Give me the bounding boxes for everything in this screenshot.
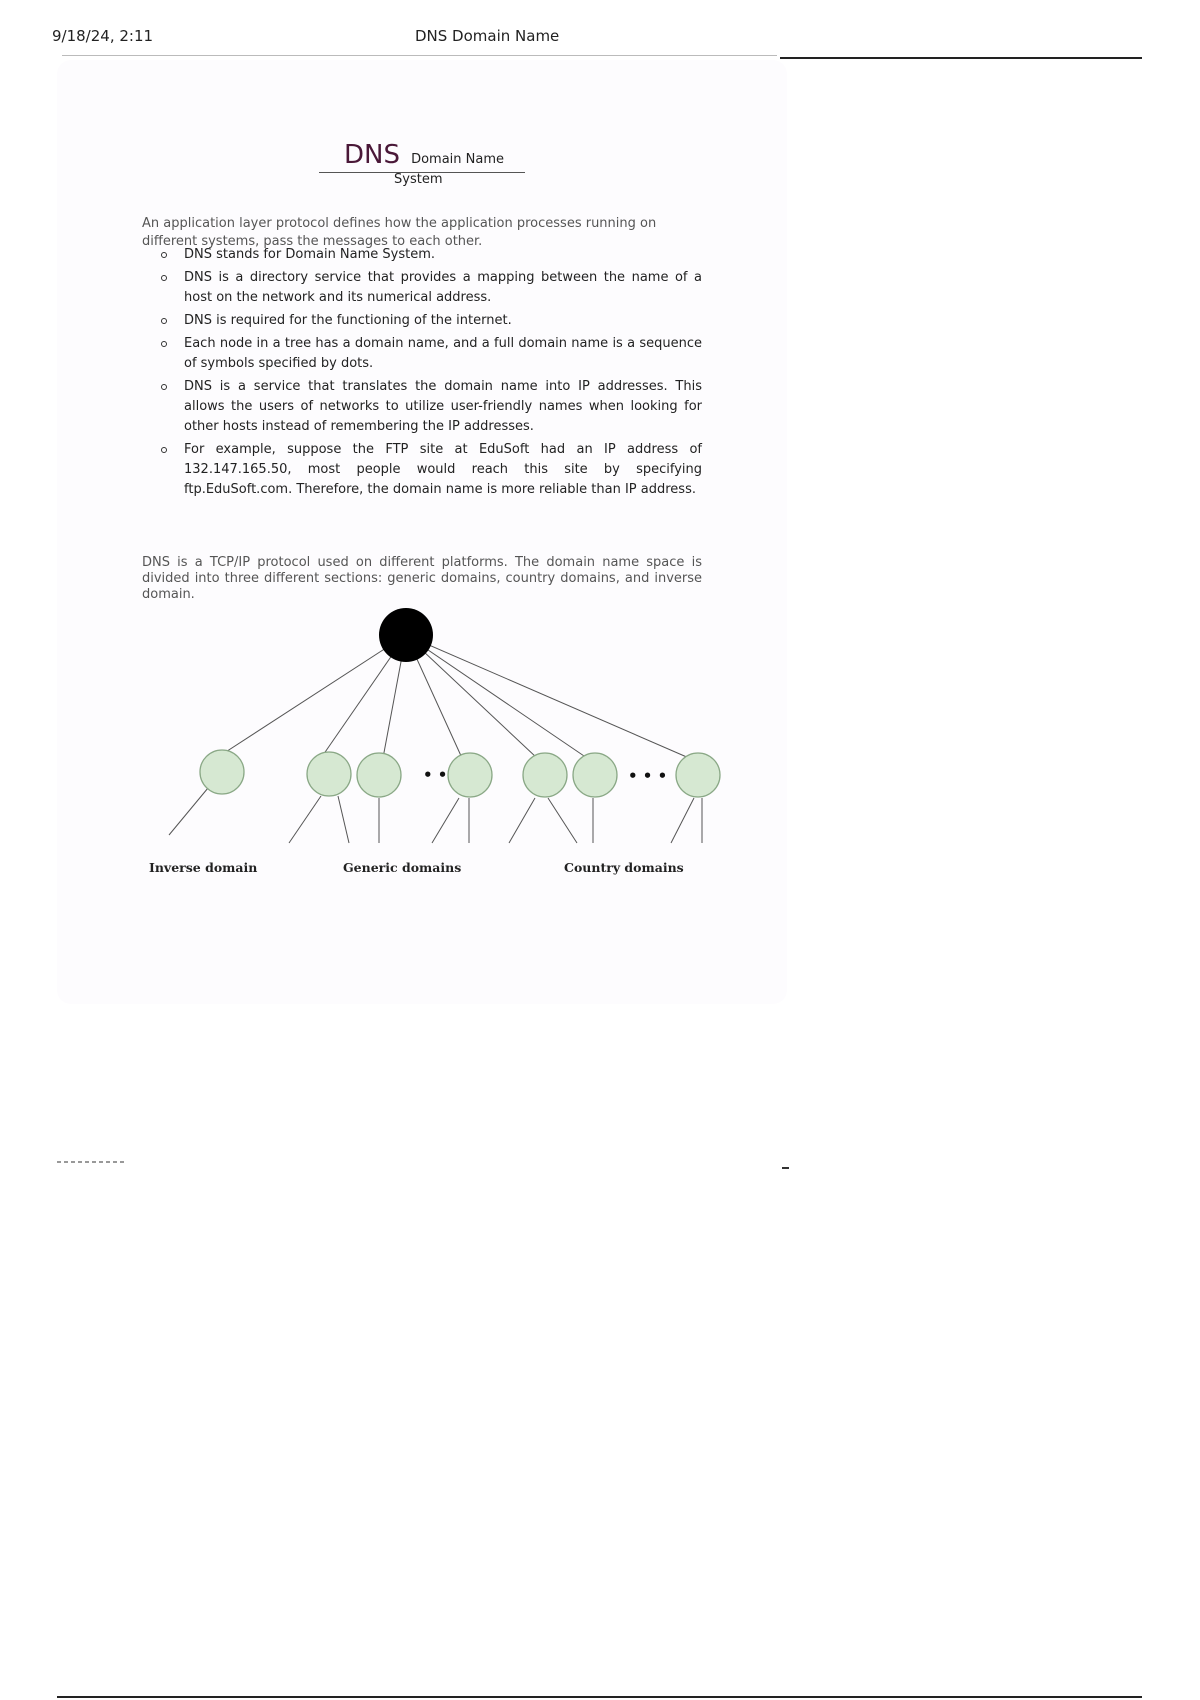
document-title-subtitle: Domain Name <box>411 152 504 167</box>
header-divider-light <box>62 55 777 56</box>
page-card <box>57 60 787 1004</box>
tree-edge <box>406 635 587 758</box>
outro-paragraph: DNS is a TCP/IP protocol used on different platforms. The domain name space is divided into three different sections: generic domains, country domains, and inverse domain. <box>142 555 702 602</box>
print-title: DNS Domain Name <box>415 27 560 45</box>
intro-paragraph: An application layer protocol defines how the application processes running on different systems, pass the messages to each other. <box>142 216 657 249</box>
tree-edge <box>548 798 577 843</box>
list-item-text: DNS is required for the functioning of the internet. <box>184 313 512 328</box>
header-divider <box>780 57 1142 59</box>
print-date: 9/18/24, 2:11 <box>52 27 154 45</box>
document-title-main: DNS <box>343 140 400 170</box>
tree-edge <box>289 796 321 843</box>
country-domain-node <box>523 753 567 797</box>
country-domain-node <box>676 753 720 797</box>
list-item-text: DNS stands for Domain Name System. <box>184 247 436 262</box>
document-title-subtitle-line2: System <box>394 172 443 187</box>
tree-edge <box>338 796 349 843</box>
list-item-text: Each node in a tree has a domain name, and a full domain name is a sequence of symbols specified by dots. <box>184 336 702 371</box>
list-item-text: DNS is a directory service that provides a mapping between the name of a host on the network and its numerical address. <box>184 270 702 305</box>
dns-tree-diagram <box>57 60 787 1004</box>
tree-edge <box>671 798 694 843</box>
footer-divider <box>57 1696 1142 1698</box>
tree-edge <box>406 635 689 758</box>
document-body <box>57 60 787 1004</box>
inverse-domain-node <box>200 750 244 794</box>
tree-edge <box>432 798 459 843</box>
list-item-text: DNS is a service that translates the domain name into IP addresses. This allows the users of networks to utilize user-friendly names when looking for other hosts instead of remembering the IP addresses. <box>184 379 702 434</box>
generic-domain-node <box>448 753 492 797</box>
tree-edges <box>169 635 702 843</box>
tree-edge <box>218 635 406 757</box>
list-item-text: For example, suppose the FTP site at EduSoft had an IP address of 132.147.165.50, most people would reach this site by specifying ftp.EduSoft.com. Therefore, the domain name is more reliable than IP address. <box>184 442 702 497</box>
stray-mark <box>782 1167 789 1169</box>
country-domains-label: Country domains <box>564 860 684 875</box>
stray-mark <box>57 1161 127 1163</box>
generic-ellipsis: • • <box>423 766 448 784</box>
tree-edge <box>169 788 208 835</box>
country-ellipsis: • • • <box>628 767 668 785</box>
generic-domain-node <box>307 752 351 796</box>
tree-edge <box>509 798 535 843</box>
inverse-domain-label: Inverse domain <box>149 860 258 875</box>
root-node <box>379 608 433 662</box>
country-domain-node <box>573 753 617 797</box>
generic-domain-node <box>357 753 401 797</box>
generic-domains-label: Generic domains <box>343 860 462 875</box>
